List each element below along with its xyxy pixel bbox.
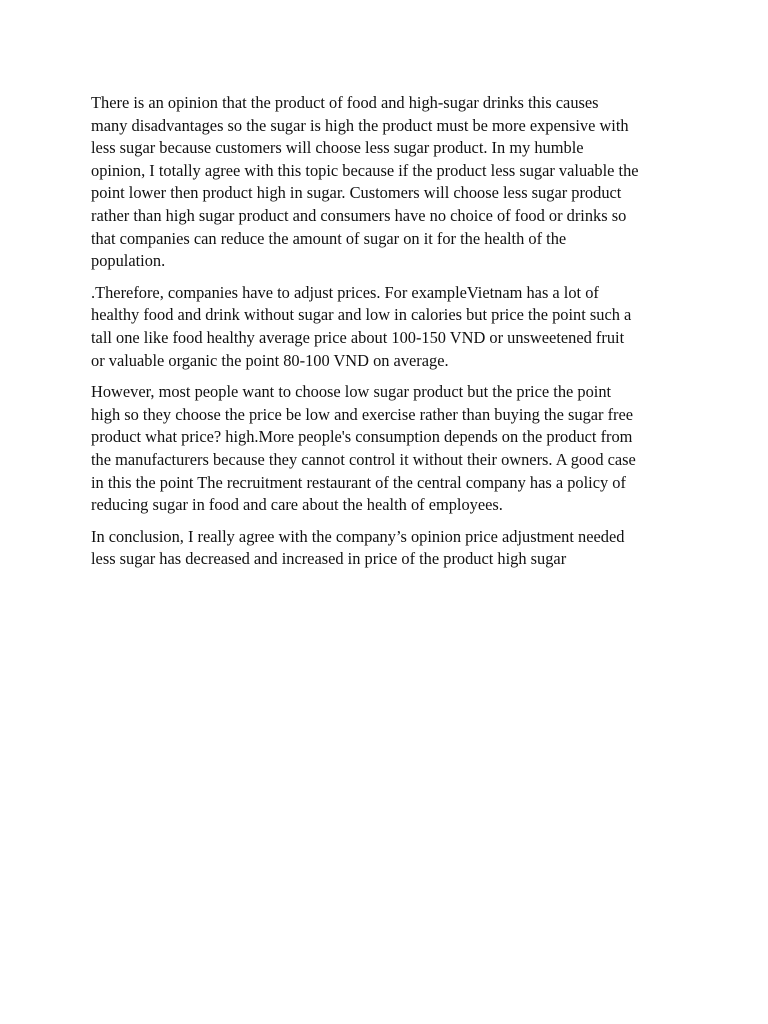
- text-line: opinion, I totally agree with this topic because if the product less sugar valuable the: [91, 160, 639, 180]
- text-line: population.: [91, 251, 166, 271]
- text-line: However, most people want to choose low sugar product but the price the point: [91, 382, 612, 402]
- text-line: in this the point The recruitment restaurant of the central company has a policy of: [91, 472, 626, 492]
- paragraph-therefore: [91, 282, 691, 372]
- text-line: or valuable organic the point 80-100 VND on average.: [91, 350, 449, 370]
- text-line: product what price? high.More people's consumption depends on the product from: [91, 427, 633, 447]
- text-line: rather than high sugar product and consumers have no choice of food or drinks so: [91, 205, 627, 225]
- text-line: the manufacturers because they cannot control it without their owners. A good case: [91, 449, 636, 469]
- text-line: In conclusion, I really agree with the company’s opinion price adjustment needed: [91, 526, 625, 546]
- text-line: less sugar because customers will choose less sugar product. In my humble: [91, 138, 584, 158]
- text-line: high so they choose the price be low and exercise rather than buying the sugar free: [91, 404, 634, 424]
- paragraph-however: [91, 381, 691, 517]
- text-line: reducing sugar in food and care about the health of employees.: [91, 495, 503, 515]
- paragraph-conclusion: [91, 526, 691, 571]
- text-line: .Therefore, companies have to adjust prices. For exampleVietnam has a lot of: [91, 282, 599, 302]
- document-body: [91, 92, 691, 580]
- paragraph-opinion: [91, 92, 691, 273]
- text-line: many disadvantages so the sugar is high the product must be more expensive with: [91, 115, 629, 135]
- text-line: point lower then product high in sugar. Customers will choose less sugar product: [91, 183, 622, 203]
- text-line: healthy food and drink without sugar and low in calories but price the point such a: [91, 305, 632, 325]
- text-line: There is an opinion that the product of food and high-sugar drinks this causes: [91, 93, 599, 112]
- text-line: that companies can reduce the amount of sugar on it for the health of the: [91, 228, 567, 248]
- text-line: tall one like food healthy average price about 100-150 VND or unsweetened fruit: [91, 327, 625, 347]
- text-line: less sugar has decreased and increased in price of the product high sugar: [91, 549, 567, 569]
